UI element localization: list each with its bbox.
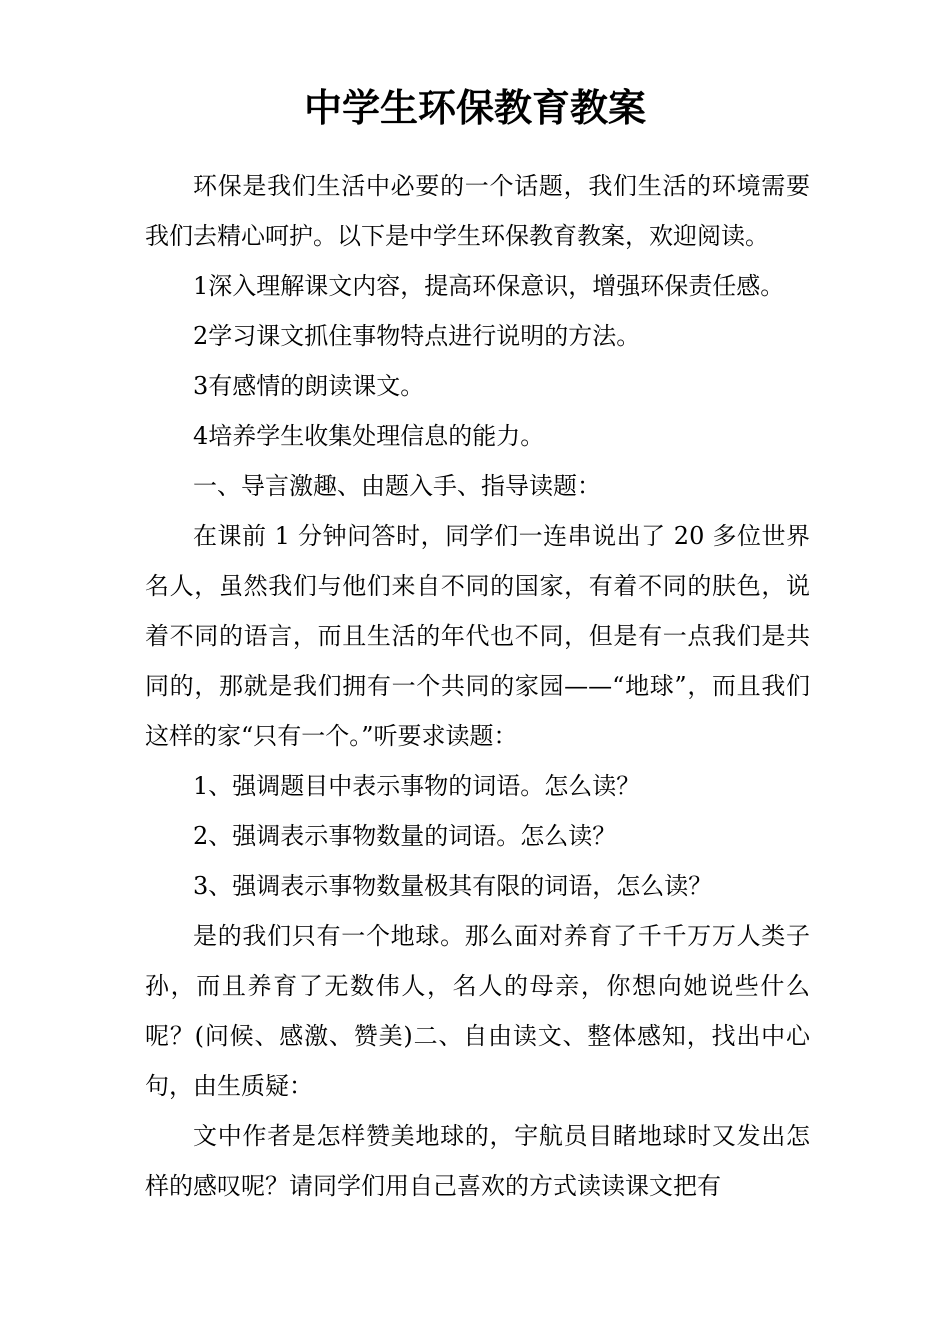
paragraph-objective-4: 4培养学生收集处理信息的能力。 [193,422,545,450]
paragraph-lead-in: 在课前 1 分钟问答时，同学们一连串说出了 20 多位世界名人，虽然我们与他们来自不同的国家，有着不同的肤色，说着不同的语言，而且生活的年代也不同，但是有一点我们是共同的，那就是我们拥有一个共同的家园——“地球”，而且我们这样的家“只有一个。”听要求读题： [145,522,810,750]
section-heading-1: 一、导言激趣、由题入手、指导读题： [193,472,601,500]
document-body [145,161,810,1211]
paragraph-reading-3: 3、强调表示事物数量极其有限的词语，怎么读？ [193,872,713,900]
paragraph-reading-1: 1、强调题目中表示事物的词语。怎么读？ [193,772,641,800]
paragraph-earth: 是的我们只有一个地球。那么面对养育了千千万万人类子孙，而且养育了无数伟人，名人的母亲，你想向她说些什么呢？(问候、感激、赞美)二、自由读文、整体感知，找出中心句，由生质疑： [145,922,810,1100]
paragraph-objective-3: 3有感情的朗读课文。 [193,372,425,400]
paragraph-question: 文中作者是怎样赞美地球的，宇航员目睹地球时又发出怎样的感叹呢？请同学们用自己喜欢的方式读读课文把有 [145,1122,810,1200]
paragraph-objective-2: 2学习课文抓住事物特点进行说明的方法。 [193,322,641,350]
paragraph-objective-1: 1深入理解课文内容，提高环保意识，增强环保责任感。 [193,272,785,300]
paragraph-intro: 环保是我们生活中必要的一个话题，我们生活的环境需要我们去精心呵护。以下是中学生环保教育教案，欢迎阅读。 [145,172,810,250]
paragraph-reading-2: 2、强调表示事物数量的词语。怎么读？ [193,822,617,850]
document-title: 中学生环保教育教案 [303,85,646,130]
